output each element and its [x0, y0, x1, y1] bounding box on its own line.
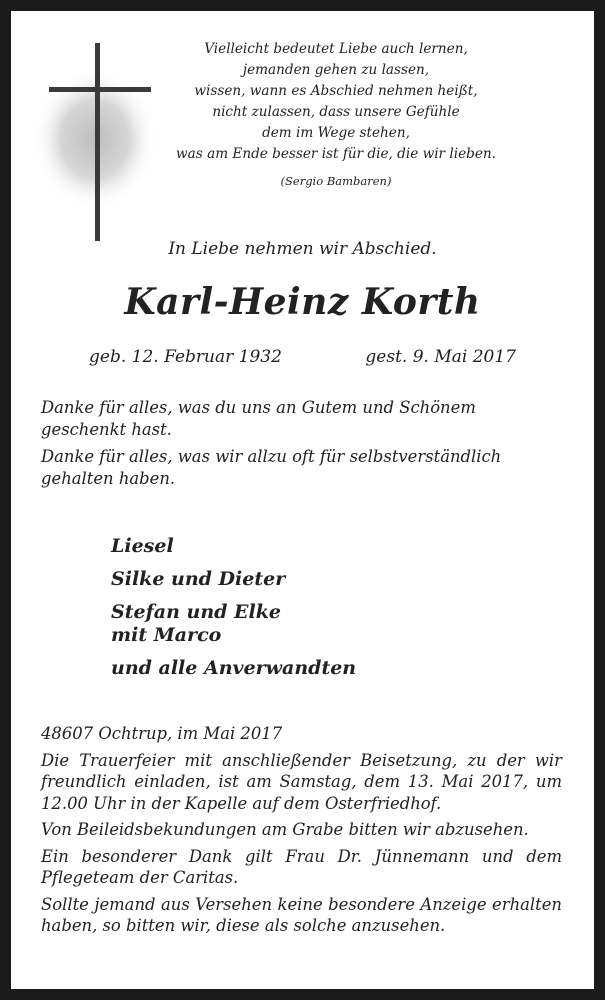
- thanks-paragraph: Danke für alles, was wir allzu oft für selbstverständlich gehalten haben.: [41, 447, 502, 488]
- thanks-section: [41, 397, 562, 495]
- family-member: und alle Anverwandten: [111, 657, 357, 679]
- poem-line: Vielleicht bedeutet Liebe auch lernen,: [204, 41, 468, 57]
- poem: [176, 39, 496, 192]
- family-member: Liesel: [111, 535, 174, 557]
- poem-line: jemanden gehen zu lassen,: [242, 62, 430, 78]
- death-date: gest. 9. Mai 2017: [365, 347, 516, 367]
- family-list: [111, 535, 356, 690]
- family-member: Silke und Dieter: [111, 568, 286, 590]
- poem-line: dem im Wege stehen,: [262, 125, 410, 141]
- thanks-paragraph: Danke für alles, was du uns an Gutem und Schönem geschenkt hast.: [41, 398, 476, 439]
- place-date: 48607 Ochtrup, im Mai 2017: [41, 724, 283, 743]
- cross-icon: [33, 31, 163, 246]
- family-member-group: [111, 601, 356, 647]
- poem-line: was am Ende besser ist für die, die wir lieben.: [176, 146, 496, 162]
- info-section: [41, 723, 562, 942]
- birth-date: geb. 12. Februar 1932: [89, 347, 282, 367]
- farewell-text: In Liebe nehmen wir Abschied.: [168, 239, 437, 259]
- ceremony-details: Die Trauerfeier mit anschließender Beisetzung, zu der wir freundlich einladen, ist am Samstag, dem 13. Mai 2017, um 12.00 Uhr in der Kapelle auf dem Osterfriedhof.: [41, 750, 562, 813]
- poem-author: (Sergio Bambaren): [280, 174, 392, 188]
- poem-line: wissen, wann es Abschied nehmen heißt,: [194, 83, 478, 99]
- family-member: mit Marco: [111, 624, 222, 646]
- life-dates: [89, 347, 516, 367]
- poem-line: nicht zulassen, dass unsere Gefühle: [212, 104, 460, 120]
- family-member: Stefan und Elke: [111, 601, 281, 623]
- condolences-note: Von Beileidsbekundungen am Grabe bitten wir abzusehen.: [41, 820, 529, 839]
- deceased-name: Karl-Heinz Korth: [124, 281, 481, 323]
- gratitude-note: Ein besonderer Dank gilt Frau Dr. Jünnemann und dem Pflegeteam der Caritas.: [41, 846, 562, 887]
- notice-text: Sollte jemand aus Versehen keine besondere Anzeige erhalten haben, so bitten wir, diese als solche anzusehen.: [41, 894, 562, 935]
